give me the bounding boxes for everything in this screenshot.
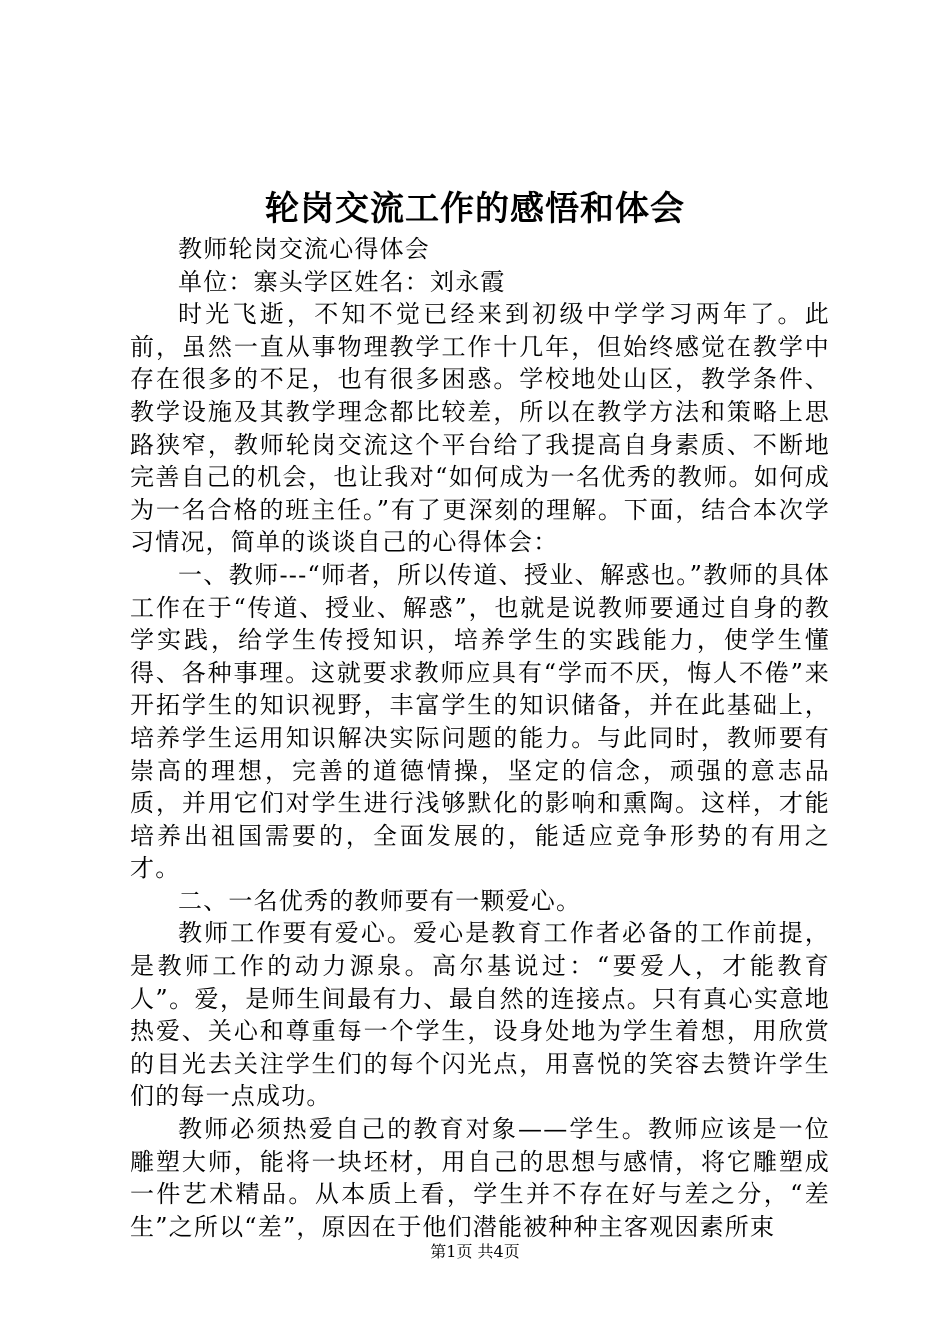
students-paragraph: 教师必须热爱自己的教育对象——学生。教师应该是一位雕塑大师，能将一块坯材，用自己的思想与感情，将它雕塑成一件艺术精品。从本质上看，学生并不存在好与差之分，“差生”之所以“差”，原因在于他们潜能被种种主客观因素所束: [130, 1115, 830, 1241]
document-title: 轮岗交流工作的感悟和体会: [265, 189, 685, 229]
section-two-heading: 二、一名优秀的教师要有一颗爱心。: [178, 886, 582, 915]
document-body: [130, 233, 830, 1243]
author-paragraph: 单位：寨头学区姓名：刘永霞: [178, 267, 506, 296]
section-one-paragraph: 一、教师---“师者，所以传道、授业、解惑也。”教师的具体工作在于“传道、授业、解惑”，也就是说教师要通过自身的教学实践，给学生传授知识，培养学生的实践能力，使学生懂得、各种事理。这就要求教师应具有“学而不厌，悔人不倦”来开拓学生的知识视野，丰富学生的知识储备，并在此基础上，培养学生运用知识解决实际问题的能力。与此同时，教师要有崇高的理想，完善的道德情操，坚定的信念，顽强的意志品质，并用它们对学生进行浅够默化的影响和熏陶。这样，才能培养出祖国需要的，全面发展的，能适应竞争形势的有用之才。: [130, 560, 830, 883]
page-footer: 第1页 共4页: [430, 1242, 520, 1261]
subtitle-paragraph: 教师轮岗交流心得体会: [178, 235, 430, 263]
love-paragraph: 教师工作要有爱心。爱心是教育工作者必备的工作前提，是教师工作的动力源泉。高尔基说过：“要爱人，才能教育人”。爱，是师生间最有力、最自然的连接点。只有真心实意地热爱、关心和尊重每一个学生，设身处地为学生着想，用欣赏的目光去关注学生们的每个闪光点，用喜悦的笑容去赞许学生们的每一点成功。: [130, 919, 830, 1111]
intro-paragraph: 时光飞逝，不知不觉已经来到初级中学学习两年了。此前，虽然一直从事物理教学工作十几年，但始终感觉在教学中存在很多的不足，也有很多困惑。学校地处山区，教学条件、教学设施及其教学理念都比较差，所以在教学方法和策略上思路狭窄，教师轮岗交流这个平台给了我提高自身素质、不断地完善自己的机会，也让我对“如何成为一名优秀的教师。如何成为一名合格的班主任。”有了更深刻的理解。下面，结合本次学习情况，简单的谈谈自己的心得体会：: [130, 300, 830, 557]
